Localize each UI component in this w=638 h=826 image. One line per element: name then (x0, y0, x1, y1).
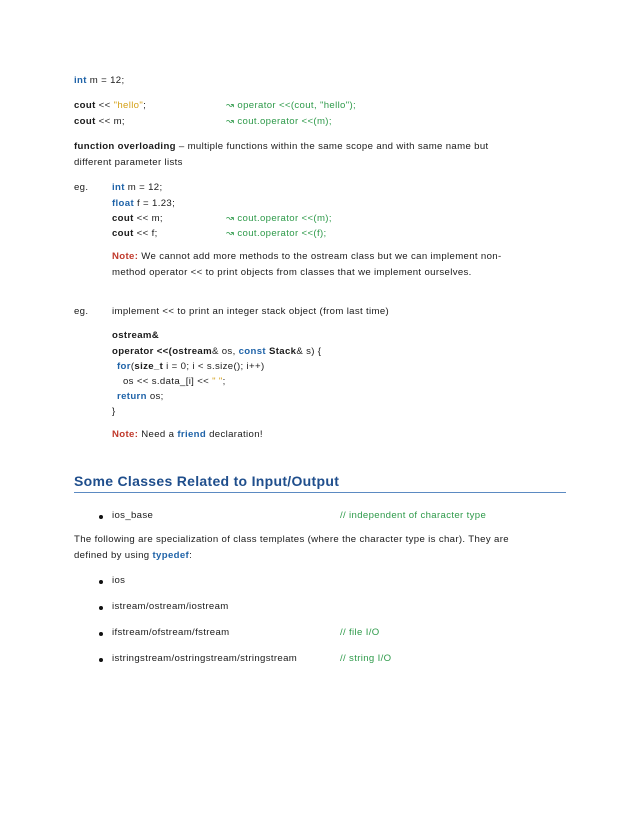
example-description: implement << to print an integer stack object (from last time) (112, 306, 390, 317)
squiggle-arrow-icon: ↝ (226, 100, 235, 111)
note: Note: We cannot add more methods to the ostream class but we can implement non- (112, 251, 502, 262)
code-line: os << s.data_[i] << " "; (123, 376, 226, 387)
section-heading: Some Classes Related to Input/Output (74, 473, 566, 493)
list-item: ios (112, 575, 126, 586)
code-comment: // independent of character type (340, 510, 487, 521)
list-item: istream/ostream/iostream (112, 601, 229, 612)
paragraph: The following are specialization of class templates (where the character type is char). They are (74, 534, 509, 545)
code-line: cout << "hello"; (74, 100, 147, 111)
example-label: eg. (74, 182, 89, 193)
squiggle-arrow-icon: ↝ (226, 213, 235, 224)
definition-paragraph-line2: different parameter lists (74, 157, 183, 168)
code-line: ostream& (112, 330, 160, 341)
code-line: } (112, 406, 116, 417)
example-label: eg. (74, 306, 89, 317)
code-line: operator <<(ostream& os, const Stack& s) { (112, 346, 322, 357)
code-line: return os; (117, 391, 164, 402)
squiggle-arrow-icon: ↝ (226, 116, 235, 127)
code-line: int m = 12; (112, 182, 163, 193)
list-item: ifstream/ofstream/fstream (112, 627, 230, 638)
code-line: cout << f; (112, 228, 158, 239)
bullet-icon (99, 515, 103, 519)
code-explanation: ↝ cout.operator <<(f); (226, 228, 327, 239)
bullet-icon (99, 632, 103, 636)
paragraph-line2: defined by using typedef: (74, 550, 193, 561)
term: function overloading (74, 141, 176, 152)
code-line: for(size_t i = 0; i < s.size(); i++) (117, 361, 265, 372)
squiggle-arrow-icon: ↝ (226, 228, 235, 239)
list-item: ios_base (112, 510, 154, 521)
code-comment: // string I/O (340, 653, 392, 664)
list-item: istringstream/ostringstream/stringstream (112, 653, 298, 664)
note-line2: method operator << to print objects from classes that we implement ourselves. (112, 267, 472, 278)
bullet-icon (99, 606, 103, 610)
code-explanation: ↝ cout.operator <<(m); (226, 213, 332, 224)
note: Note: Need a friend declaration! (112, 429, 263, 440)
bullet-icon (99, 658, 103, 662)
code-line: cout << m; (74, 116, 125, 127)
code-explanation: ↝ cout.operator <<(m); (226, 116, 332, 127)
code-line: int m = 12; (74, 75, 125, 86)
code-line: cout << m; (112, 213, 163, 224)
definition-paragraph: function overloading – multiple functions within the same scope and with same name but (74, 141, 489, 152)
code-explanation: ↝ operator <<(cout, "hello"); (226, 100, 357, 111)
code-line: float f = 1.23; (112, 198, 176, 209)
keyword: int (74, 75, 87, 86)
code-comment: // file I/O (340, 627, 380, 638)
bullet-icon (99, 580, 103, 584)
